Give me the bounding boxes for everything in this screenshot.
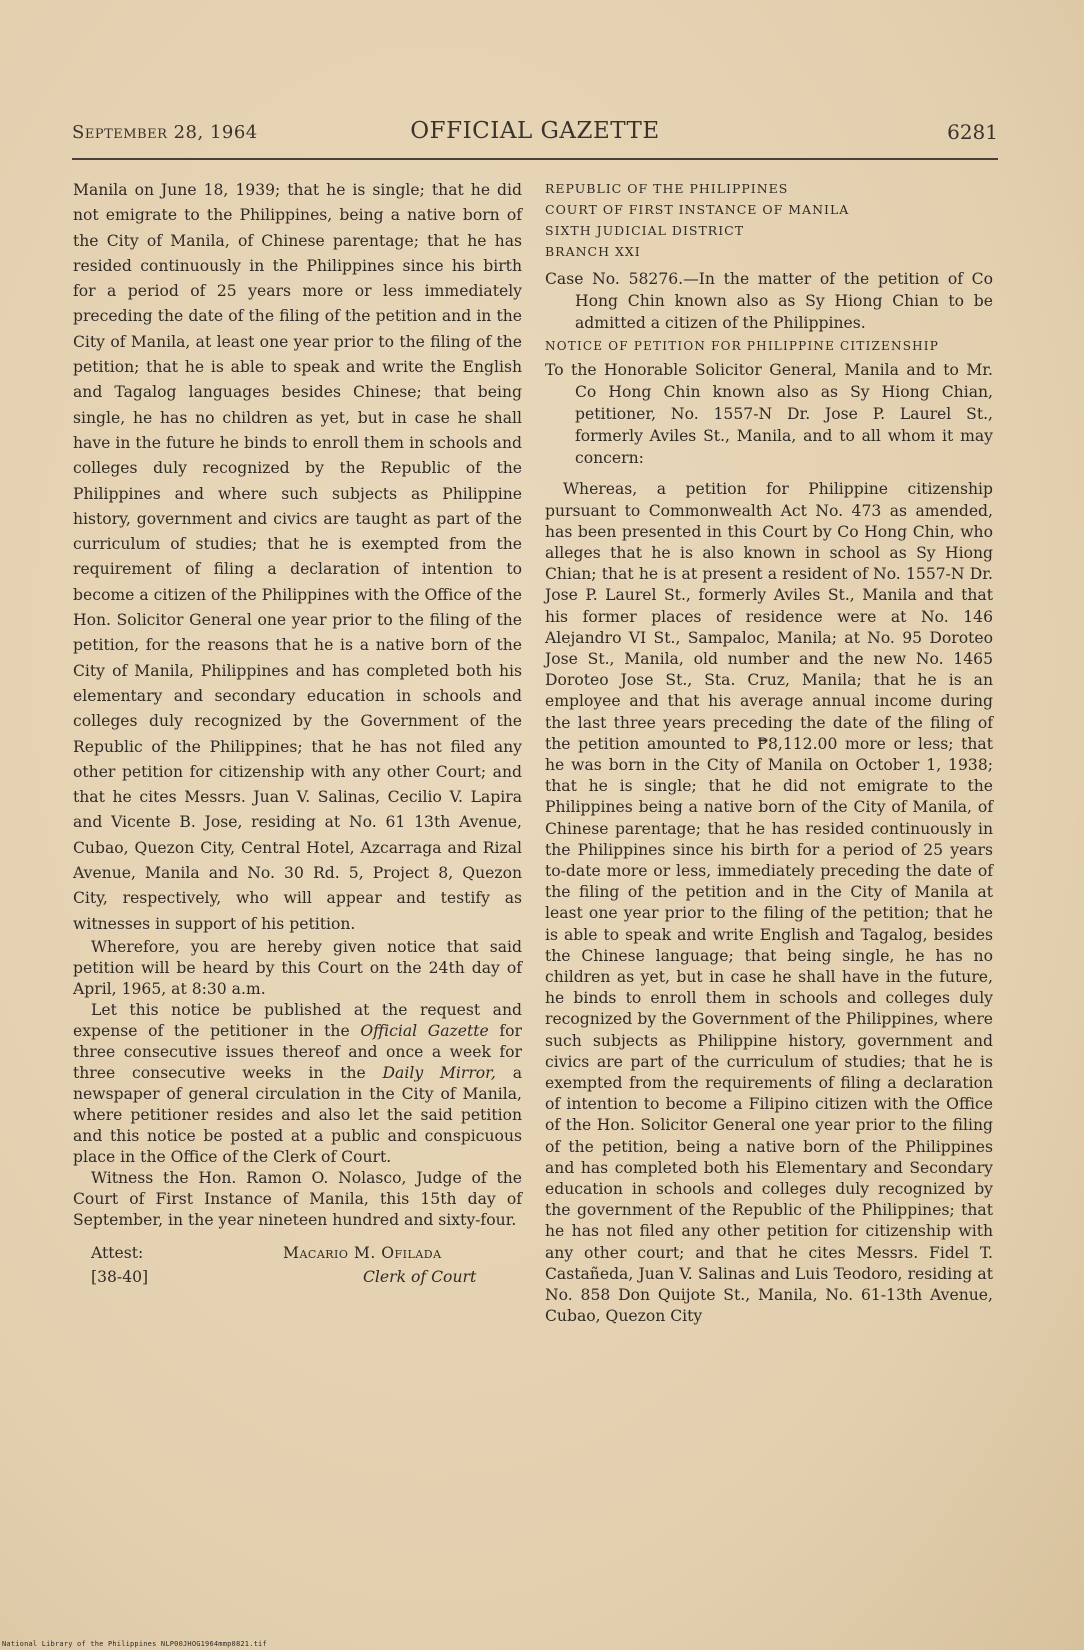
daily-mirror-title: Daily Mirror, <box>382 1063 496 1082</box>
page-header <box>72 116 998 150</box>
notice-title: NOTICE OF PETITION FOR PHILIPPINE CITIZENSHIP <box>545 339 940 353</box>
left-paragraph-1: Manila on June 18, 1939; that he is single; that he did not emigrate to the Philippines, being a native born of the City of Manila, of Chinese parentage; that he has resided continuously in the Philippines since his birth for a period of 25 years more or less immediately preceding the date of the filing of the petition and in the City of Manila, at least one year prior to the filing of the petition; that he is able to speak and write the English and Tagalog languages besides Chinese; that being single, he has no children as yet, but in case he shall have in the future he binds to enroll them in schools and colleges duly recognized by the Republic of the Philippines and where such subjects as Philippine history, government and civics are taught as part of the curriculum of studies; that he is exempted from the requirement of filing a declaration of intention to become a citizen of the Philippines with the Office of the Hon. Solicitor General one year prior to the filing of the petition, for the reasons that he is a native born of the City of Manila, Philippines and has completed both his elementary and secondary education in schools and colleges duly recognized by the Government of the Republic of the Philippines; that he has not filed any other petition for citizenship with any other Court; and that he cites Messrs. Juan V. Salinas, Cecilio V. Lapira and Vicente B. Jose, residing at No. 61 13th Avenue, Cubao, Quezon City, Central Hotel, Azcarraga and Rizal Avenue, Manila and No. 30 Rd. 5, Project 8, Quezon City, respectively, who will appear and testify as witnesses in support of his petition. <box>73 181 522 933</box>
header-page-number: 6281 <box>947 120 998 144</box>
attest-label: Attest: <box>91 1243 144 1262</box>
header-date: September 28, 1964 <box>72 122 258 143</box>
left-paragraph-2: Wherefore, you are hereby given notice that said petition will be heard by this Court on the 24th day of April, 1965, at 8:30 a.m. <box>73 937 522 998</box>
scan-footer: National Library of the Philippines NLP00JHOG1964mmp0821.tif <box>2 1640 267 1648</box>
whereas-paragraph: Whereas, a petition for Philippine citizenship pursuant to Commonwealth Act No. 473 as amended, has been presented in this Court by Co Hong Chin, who alleges that he is also known in school as Sy Hiong Chian; that he is at present a resident of No. 1557-N Dr. Jose P. Laurel St., formerly Aviles St., Manila and that his former places of residence were at No. 146 Alejandro VI St., Sampaloc, Manila; at No. 95 Doroteo Jose St., Manila, old number and the new No. 1465 Doroteo Jose St., Sta. Cruz, Manila; that he is an employee and that his average annual income during the last three years preceding the date of the filing of the petition amounted to ₱8,112.00 more or less; that he was born in the City of Manila on October 1, 1938; that he is single; that he did not emigrate to the Philippines being a native born of the City of Manila, of Chinese parentage; that he has resided continuously in the Philippines since his birth for a period of 25 years to-date more or less, immediately preceding the date of the filing of the petition and in the City of Manila at least one year prior to the filing of the petition; that he is able to speak and write English and Tagalog, besides the Chinese language; that being single, he has no children as yet, but in case he shall have in the future, he binds to enroll them in schools and colleges duly recognized by the Government of the Philippines, where such subjects as Philippine history, government and civics are part of the curriculum of studies; that he is exempted from the requirements of filing a declaration of intention to become a Filipino citizen with the Office of the Hon. Solicitor General one year prior to the filing of the petition, being a native born of the Philippines and has completed both his Elementary and Secondary education in schools and colleges duly recognized by the government of the Republic of the Philippines; that he has not filed any other petition for citizenship with any other court; and that he cites Messrs. Fidel T. Castañeda, Juan V. Salinas and Luis Teodoro, residing at No. 858 Don Quijote St., Manila, No. 61-13th Avenue, Cubao, Quezon City <box>545 480 993 1326</box>
para3-part-c: a newspaper of general circulation in the City of Manila, where petitioner resides and also let the said petition and this notice be posted at a public and conspicuous place in the Office of the Clerk of Court. <box>73 1063 522 1166</box>
left-column <box>73 178 522 1293</box>
right-column <box>545 178 993 1327</box>
official-gazette-title: Official Gazette <box>360 1021 489 1040</box>
notice-addressee: To the Honorable Solicitor General, Manila and to Mr. Co Hong Chin known also as Sy Hiong Chian, petitioner, No. 1557-N Dr. Jose P. Laurel St., formerly Aviles St., Manila, and to all whom it may concern: <box>545 361 993 468</box>
clerk-title: Clerk of Court <box>363 1267 477 1286</box>
branch-heading: BRANCH XXI <box>545 244 641 259</box>
republic-heading: REPUBLIC OF THE PHILIPPINES <box>545 181 789 196</box>
para3-part-a: Let this notice be published at the request and expense of the petitioner in the <box>73 1000 522 1040</box>
header-rule <box>72 158 998 160</box>
signature-block <box>73 1241 522 1293</box>
left-paragraph-4: Witness the Hon. Ramon O. Nolasco, Judge of the Court of First Instance of Manila, this 15th day of September, in the year nineteen hundred and sixty-four. <box>73 1168 522 1229</box>
left-paragraph-3 <box>73 1000 522 1168</box>
clerk-name: Macario M. Ofilada <box>283 1243 442 1262</box>
issue-reference: [38-40] <box>91 1267 149 1286</box>
para3-part-b: for three consecutive issues thereof and once a week for three consecutive weeks in the <box>73 1021 522 1082</box>
district-heading: SIXTH JUDICIAL DISTRICT <box>545 223 745 238</box>
header-title: OFFICIAL GAZETTE <box>410 118 660 144</box>
case-caption: Case No. 58276.—In the matter of the petition of Co Hong Chin known also as Sy Hiong Chian to be admitted a citizen of the Philippines. <box>545 270 993 332</box>
court-heading: COURT OF FIRST INSTANCE OF MANILA <box>545 202 850 217</box>
